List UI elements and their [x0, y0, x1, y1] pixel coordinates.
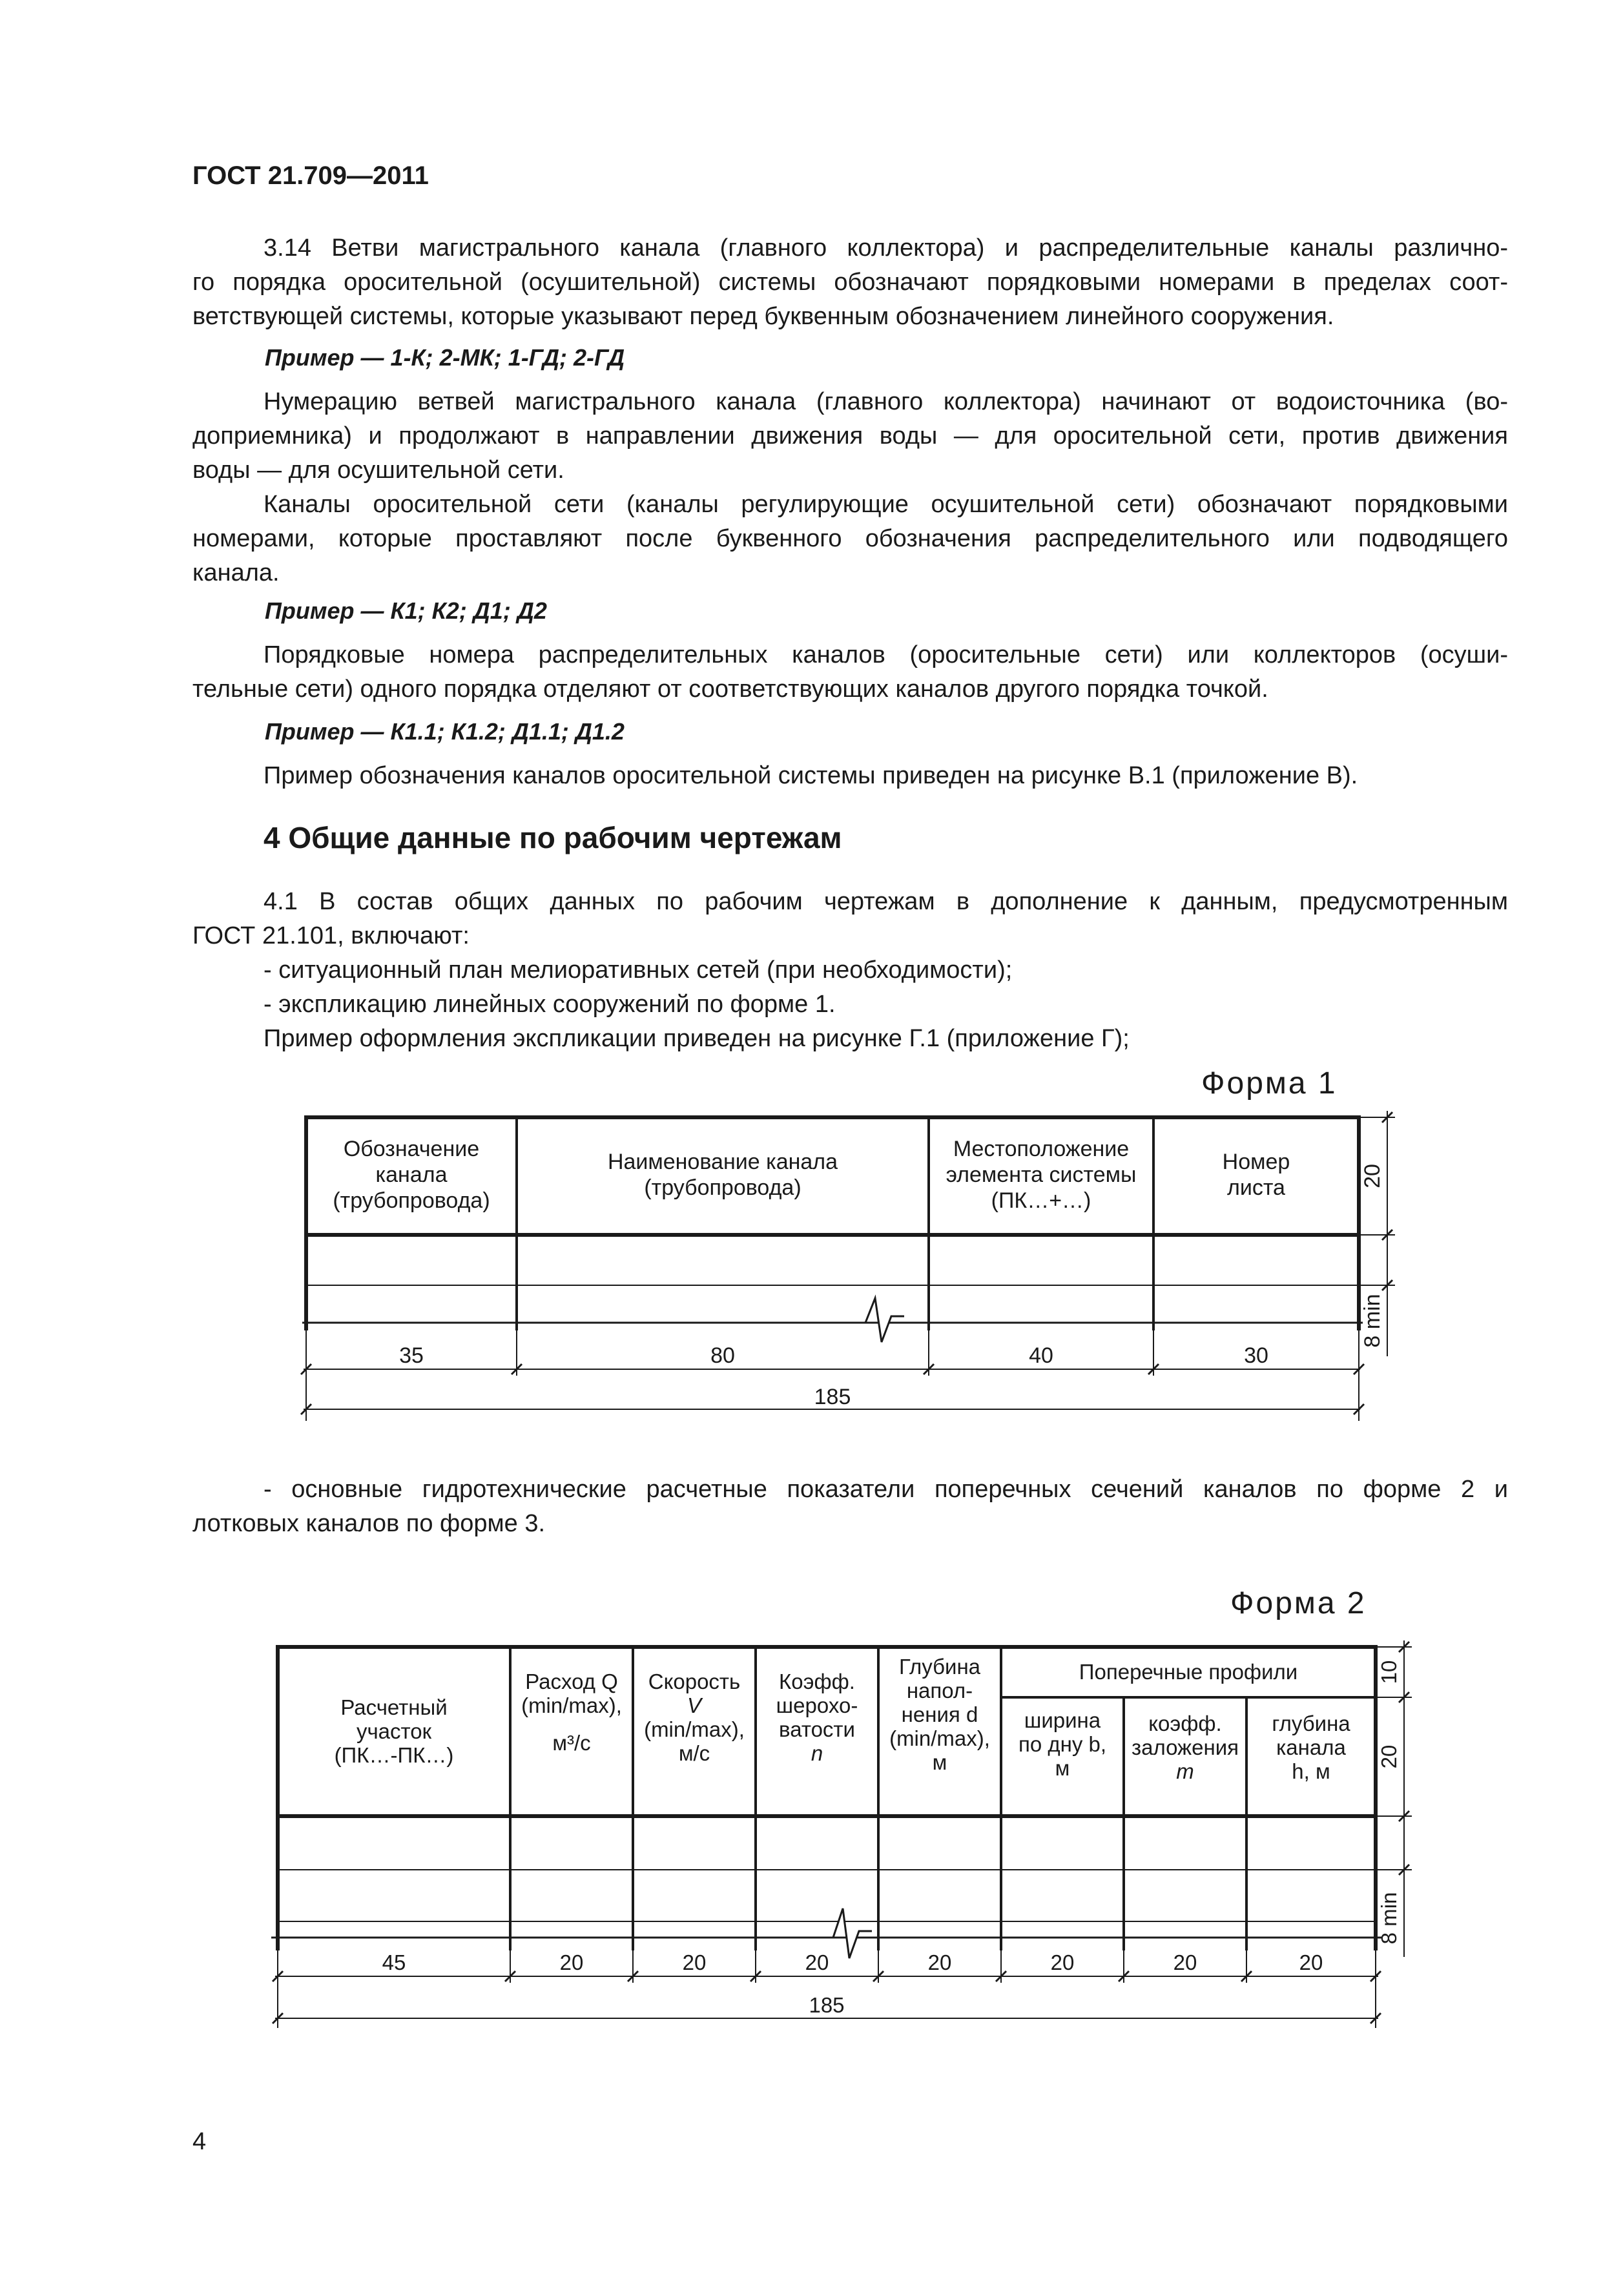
form-1-row-height: 8 min [1360, 1294, 1385, 1348]
paragraph-numbering: Нумерацию ветвей магистрального канала (главного коллектора) начинают от водоисточника (во- доприемника) и продолжают в направлении движения воды — для оросительной сети, против движения воды — для осушительной сети. [192, 388, 1508, 484]
form-1-col4-line1: Номер [1222, 1150, 1290, 1174]
form-1-width-4: 30 [1244, 1343, 1268, 1368]
form-2-col6-line2: по дну b, [1018, 1732, 1107, 1756]
form-2-width-2: 20 [559, 1950, 584, 1974]
paragraph-irrigation-channels: Каналы оросительной сети (каналы регулирующие осушительной сети) обозначают порядковыми номерами, которые проставляют после буквенного обозначения распределительного или подводящего канала. [192, 491, 1508, 586]
form-1-header-frame [306, 1117, 1359, 1235]
form-1-width-1: 35 [399, 1343, 424, 1368]
form-2-col2-line3: м³/с [552, 1731, 591, 1755]
form-2-col6-line1: ширина [1024, 1708, 1101, 1732]
paragraph-explication-example: Пример оформления экспликации приведен на рисунке Г.1 (приложение Г); [264, 1025, 1130, 1052]
page-number: 4 [192, 2128, 207, 2155]
form-2-table [258, 1628, 1440, 2054]
form-2-col8-line2: канала [1276, 1735, 1346, 1759]
form-1-col3-line1: Местоположение [953, 1137, 1130, 1161]
form-2-col3-line2: V [687, 1693, 702, 1717]
form-2-col3-line4: м/с [678, 1741, 710, 1765]
form-2-col8-line3: h, м [1292, 1759, 1330, 1783]
form-2-col5-line5: м [932, 1750, 947, 1774]
form-2-width-5: 20 [927, 1950, 952, 1974]
form-2-col5-line2: напол- [906, 1679, 973, 1702]
form-1-col1-line1: Обозначение [343, 1137, 480, 1161]
form-2-width-8: 20 [1299, 1950, 1323, 1974]
document-header: ГОСТ 21.709—2011 [192, 161, 429, 190]
form-2-col7-line1: коэфф. [1148, 1712, 1222, 1735]
form-2-col5-line1: Глубина [898, 1655, 981, 1679]
paragraph-4-1: 4.1 В состав общих данных по рабочим чертежам в дополнение к данным, предусмотренным ГОСТ 21.101, включают: [192, 888, 1508, 949]
form-1-width-3: 40 [1029, 1343, 1053, 1368]
form-2-header-height: 20 [1377, 1744, 1401, 1769]
form-2-width-6: 20 [1050, 1950, 1075, 1974]
form-1-header-height: 20 [1360, 1164, 1385, 1188]
form-2-col8-line1: глубина [1272, 1712, 1350, 1735]
form-1-total-width: 185 [814, 1385, 851, 1409]
form-2-width-1: 45 [382, 1950, 406, 1974]
form-1-table [284, 1098, 1421, 1434]
break-symbol [853, 1298, 904, 1342]
section-4-heading: 4 Общие данные по рабочим чертежам [264, 821, 842, 854]
form-1-col2-line2: (трубопровода) [644, 1175, 801, 1200]
list-item-situational-plan: - ситуационный план мелиоративных сетей (при необходимости); [264, 957, 1013, 984]
form-1-width-2: 80 [710, 1343, 735, 1368]
form-2-col2-line2: (min/max), [521, 1693, 622, 1717]
form-1-col4-line2: листа [1227, 1175, 1285, 1200]
form-2-col4-line1: Коэфф. [779, 1670, 855, 1693]
form-2-col3-line3: (min/max), [644, 1717, 745, 1741]
form-2-col1-line3: (ПК…-ПК…) [334, 1743, 454, 1767]
form-2-width-4: 20 [805, 1950, 829, 1974]
form-1-col3-line2: элемента системы [946, 1163, 1137, 1187]
paragraph-ordinal-numbers: Порядковые номера распределительных каналов (оросительные сети) или коллекторов (осуши- тельные сети) одного порядка отделяют от соответствующих каналов другого порядка точкой. [192, 641, 1508, 703]
form-2-col6-line3: м [1055, 1756, 1070, 1780]
example-2: Пример — К1; К2; Д1; Д2 [265, 597, 547, 624]
form-2-row-height: 8 min [1377, 1892, 1401, 1945]
paragraph-figure-reference: Пример обозначения каналов оросительной системы приведен на рисунке В.1 (приложение В). [264, 762, 1358, 789]
list-item-explication: - экспликацию линейных сооружений по форме 1. [264, 991, 836, 1018]
example-1: Пример — 1-К; 2-МК; 1-ГД; 2-ГД [265, 344, 625, 371]
form-2-title: Форма 2 [1230, 1586, 1367, 1620]
form-2-col2-line1: Расход Q [525, 1670, 618, 1693]
form-2-col7-line3: m [1176, 1759, 1194, 1783]
form-2-col1-line2: участок [356, 1719, 432, 1743]
form-2-col4-line4: n [811, 1741, 823, 1765]
paragraph-3-14: 3.14 Ветви магистрального канала (главного коллектора) и распределительные каналы различно- го порядка оросительной (осушительной) системы обозначают порядковыми номерами в пределах соот- ветствующей системы, которые указывают перед буквенным обозначением линейного сооружения. [192, 234, 1508, 330]
paragraph-hydro-indicators: - основные гидротехнические расчетные показатели поперечных сечений каналов по форме 2 и лотковых каналов по форме 3. [192, 1476, 1508, 1537]
form-2-group-height: 10 [1377, 1660, 1401, 1684]
form-1-col2-line1: Наименование канала [607, 1150, 838, 1174]
form-2-col5-line3: нения d [901, 1702, 978, 1726]
example-3: Пример — К1.1; К1.2; Д1.1; Д1.2 [265, 718, 625, 745]
form-2-total-width: 185 [809, 1993, 845, 2017]
form-1-title: Форма 1 [1201, 1066, 1338, 1101]
form-2-col4-line2: шерохо- [776, 1693, 858, 1717]
form-2-col7-line2: заложения [1131, 1735, 1239, 1759]
form-2-group-header: Поперечные профили [1079, 1660, 1298, 1684]
form-2-col5-line4: (min/max), [889, 1726, 990, 1750]
form-2-col4-line3: ватости [779, 1717, 855, 1741]
form-2-width-3: 20 [682, 1950, 707, 1974]
form-2-width-7: 20 [1173, 1950, 1197, 1974]
form-2-col1-line1: Расчетный [340, 1695, 448, 1719]
form-1-col3-line3: (ПК…+…) [991, 1188, 1091, 1213]
form-1-col1-line3: (трубопровода) [333, 1188, 490, 1213]
form-1-col1-line2: канала [375, 1163, 448, 1187]
form-2-col3-line1: Скорость [648, 1670, 741, 1693]
